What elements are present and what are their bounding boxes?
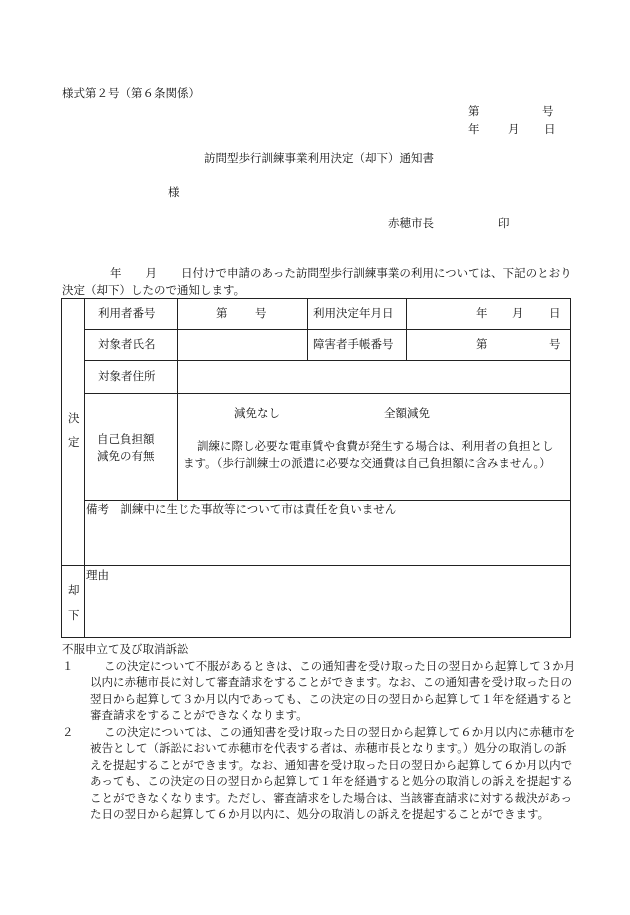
rejection-label-2: 下 [68,608,80,622]
intro-paragraph [62,265,576,299]
appeal-notes-heading: 不服申立て及び取消訴訟 [62,642,189,656]
disability-number-suffix: 号 [549,337,561,351]
document-title: 訪問型歩行訓練事業利用決定（却下）通知書 [204,151,434,165]
decision-date-month: 月 [512,306,524,320]
seal-mark: 印 [498,216,510,230]
note-2-number: ２ [62,724,74,739]
issue-date-year: 年 [468,122,480,136]
decision-label-2: 定 [68,435,80,449]
intro-month: 月 [145,266,157,280]
rejection-label-1: 却 [68,583,80,597]
decision-label-1: 決 [68,411,80,425]
form-number-label: 様式第２号（第６条関係） [62,86,200,100]
decision-date-label: 利用決定年月日 [313,306,394,320]
user-number-prefix: 第 [216,306,228,320]
intro-text: 日付けで申請のあった訪問型歩行訓練事業の利用については、下記のとおり決定（却下）したので通知します。 [62,266,572,297]
appeal-notes [62,641,576,823]
issue-date-month: 月 [508,122,520,136]
intro-year: 年 [110,266,122,280]
appeal-note-1 [62,658,576,724]
user-number-label: 利用者番号 [98,306,156,320]
document-number-prefix: 第 [468,104,480,118]
issue-date-day: 日 [544,122,556,136]
name-label: 対象者氏名 [98,337,156,351]
user-number-suffix: 号 [255,306,267,320]
address-label: 対象者住所 [98,369,156,383]
reason-label: 理由 [86,568,109,582]
issuer-name: 赤穂市長 [388,216,434,230]
copay-note: 訓練に際し必要な電車賃や食費が発生する場合は、利用者の負担とします。（歩行訓練士の派遣に必要な交通費は自己負担額に含みません。） [183,439,554,470]
remarks-text: 備考 訓練中に生じた事故等について市は責任を負いません [86,502,397,516]
copay-option-full: 全額減免 [384,406,430,420]
decision-date-day: 日 [549,306,561,320]
note-2-text: この決定については、この通知書を受け取った日の翌日から起算して６か月以内に赤穂市を被告として（訴訟において赤穂市を代表する者は、赤穂市長となります。）処分の取消しの訴えを提起することができます。なお、通知書を受け取った日の翌日から起算して６か月以内であっても、この決定の日の翌日から起算して１年を経過すると処分の取消しの訴えを提起することができなくなります。ただし、審査請求をした場合は、当該審査請求に対する裁決があった日の翌日から起算して６か月以内に、処分の取消しの訴えを提起することができます。 [90,724,576,821]
copay-label-1: 自己負担額 [97,432,155,446]
decision-table [61,298,571,638]
note-1-number: １ [62,658,74,673]
copay-label-2: 減免の有無 [97,449,155,463]
note-1-text: この決定について不服があるときは、この通知書を受け取った日の翌日から起算して３か月以内に赤穂市長に対して審査請求をすることができます。なお、この通知書を受け取った日の翌日から起算して３か月以内であっても、この決定の日の翌日から起算して１年を経過すると審査請求をすることができなくなります。 [90,658,576,722]
disability-number-label: 障害者手帳番号 [313,337,394,351]
decision-date-year: 年 [476,306,488,320]
document-number-suffix: 号 [542,104,554,118]
disability-number-prefix: 第 [476,337,488,351]
appeal-note-2 [62,724,576,823]
copay-option-none: 減免なし [234,406,280,420]
addressee-suffix: 様 [168,185,180,199]
